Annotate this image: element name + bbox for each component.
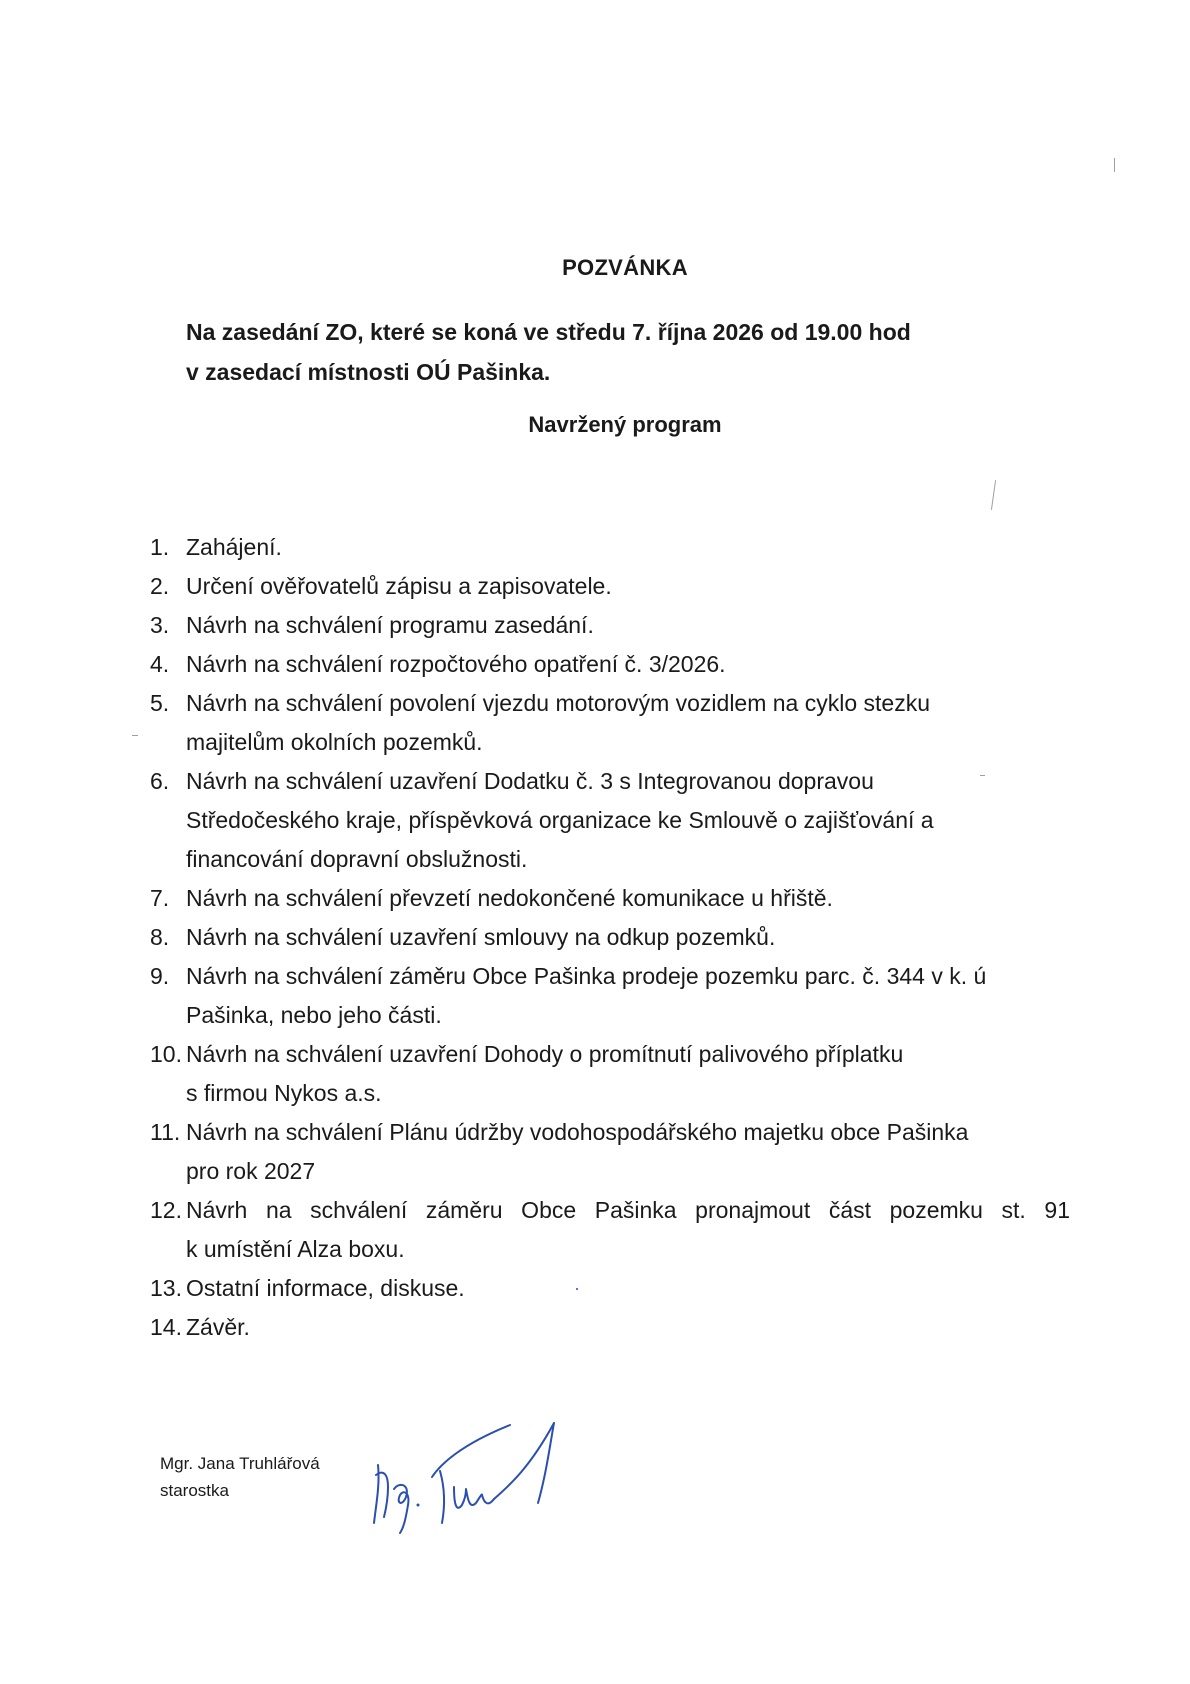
agenda-item-line: Návrh na schválení Plánu údržby vodohospodářského majetku obce Pašinka [186, 1119, 969, 1145]
agenda-item-line: Pašinka, nebo jeho části. [186, 1002, 442, 1028]
agenda-item [150, 957, 1070, 1035]
agenda-item-line: Návrh na schválení záměru Obce Pašinka pronajmout část pozemku st. 91 [186, 1197, 1070, 1223]
handwritten-signature [370, 1405, 600, 1545]
agenda-item-line: Ostatní informace, diskuse. [186, 1275, 465, 1301]
signer-name: Mgr. Jana Truhlářová [160, 1454, 320, 1473]
agenda-item [150, 567, 1070, 606]
program-title: Navržený program [528, 412, 722, 437]
document-title: POZVÁNKA [562, 255, 688, 280]
agenda-item-text [186, 684, 1070, 762]
agenda-item [150, 918, 1070, 957]
agenda-item-number: 13. [150, 1275, 182, 1301]
scan-speck [980, 775, 985, 776]
agenda-list [150, 528, 1070, 1347]
agenda-item-text [186, 957, 1070, 1035]
agenda-item-line: Návrh na schválení záměru Obce Pašinka prodeje pozemku parc. č. 344 v k. ú [186, 963, 987, 989]
agenda-item-number: 9. [150, 963, 170, 989]
agenda-item-number: 11. [150, 1119, 181, 1145]
agenda-item-text [186, 1191, 1070, 1269]
agenda-item-number: 12. [150, 1197, 182, 1223]
agenda-item-number: 8. [150, 924, 170, 950]
agenda-item-number: 4. [150, 651, 170, 677]
signer-role: starostka [160, 1481, 229, 1500]
agenda-item-text [186, 879, 1070, 918]
agenda-item-line: Návrh na schválení povolení vjezdu motorovým vozidlem na cyklo stezku [186, 690, 931, 716]
agenda-item-number: 3. [150, 612, 170, 638]
agenda-item-text [186, 762, 1070, 879]
agenda-item-line: Návrh na schválení uzavření smlouvy na odkup pozemků. [186, 924, 776, 950]
agenda-item-line: Návrh na schválení uzavření Dodatku č. 3 s Integrovanou dopravou [186, 768, 874, 794]
agenda-item-line: Středočeského kraje, příspěvková organizace ke Smlouvě o zajišťování a [186, 807, 934, 833]
agenda-item [150, 1035, 1070, 1113]
scan-speck [132, 735, 138, 736]
agenda-item-line: Návrh na schválení programu zasedání. [186, 612, 594, 638]
agenda-item-text [186, 918, 1070, 957]
meeting-intro [186, 312, 1046, 392]
scan-speck [991, 480, 996, 510]
signer-block [160, 1450, 320, 1504]
agenda-item [150, 879, 1070, 918]
agenda-item-text [186, 1035, 1070, 1113]
agenda-item-number: 7. [150, 885, 170, 911]
scan-speck [576, 1288, 578, 1290]
agenda-item [150, 528, 1070, 567]
agenda-item-line: financování dopravní obslužnosti. [186, 846, 528, 872]
agenda-item-number: 14. [150, 1314, 182, 1340]
agenda-item-line: majitelům okolních pozemků. [186, 729, 483, 755]
agenda-item [150, 1269, 1070, 1308]
agenda-item-line: s firmou Nykos a.s. [186, 1080, 382, 1106]
agenda-item-text [186, 1269, 1070, 1308]
agenda-item-number: 10. [150, 1041, 182, 1067]
agenda-item-text [186, 1308, 1070, 1347]
agenda-item [150, 645, 1070, 684]
agenda-item-line: Návrh na schválení převzetí nedokončené komunikace u hřiště. [186, 885, 833, 911]
agenda-item-line: Zahájení. [186, 534, 282, 560]
agenda-item-line: k umístění Alza boxu. [186, 1236, 405, 1262]
agenda-item-text [186, 567, 1070, 606]
agenda-item-number: 6. [150, 768, 170, 794]
agenda-item-line: pro rok 2027 [186, 1158, 316, 1184]
agenda-item-number: 5. [150, 690, 170, 716]
agenda-item-line: Určení ověřovatelů zápisu a zapisovatele. [186, 573, 612, 599]
agenda-item [150, 1113, 1070, 1191]
agenda-item-number: 2. [150, 573, 170, 599]
meeting-intro-line-2: v zasedací místnosti OÚ Pašinka. [186, 359, 551, 385]
agenda-item-line: Návrh na schválení rozpočtového opatření č. 3/2026. [186, 651, 726, 677]
agenda-item-text [186, 645, 1070, 684]
agenda-item [150, 1308, 1070, 1347]
agenda-item-line: Závěr. [186, 1314, 250, 1340]
agenda-item-text [186, 1113, 1070, 1191]
agenda-item-line: Návrh na schválení uzavření Dohody o promítnutí palivového příplatku [186, 1041, 904, 1067]
agenda-item [150, 606, 1070, 645]
agenda-item-text [186, 528, 1070, 567]
agenda-item [150, 762, 1070, 879]
agenda-item-number: 1. [150, 534, 170, 560]
scan-speck [1114, 158, 1115, 172]
agenda-item-text [186, 606, 1070, 645]
agenda-item [150, 684, 1070, 762]
meeting-intro-line-1: Na zasedání ZO, které se koná ve středu 7. října 2026 od 19.00 hod [186, 319, 911, 345]
agenda-item [150, 1191, 1070, 1269]
